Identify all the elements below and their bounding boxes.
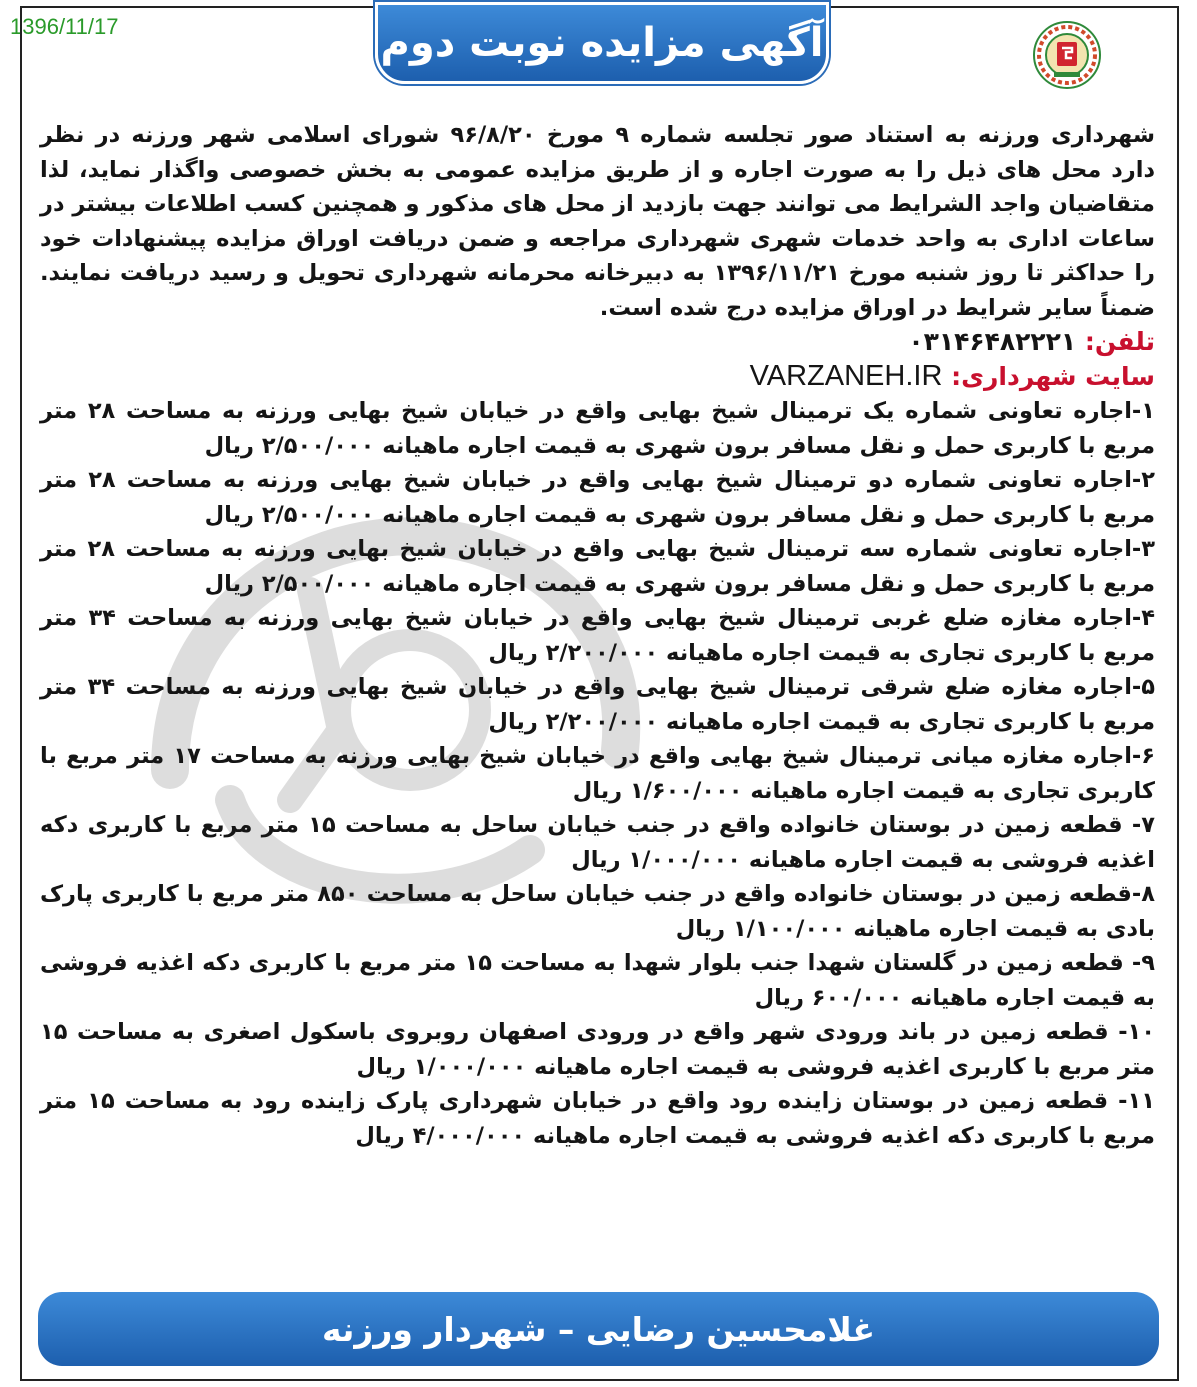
auction-item: ۵-اجاره مغازه ضلع شرقی ترمینال شیخ بهایی واقع در خیابان شیخ بهایی ورزنه به مساحت ۳۴ متر مربع با کاربری تجاری به قیمت اجاره ماهیانه ۲/۲۰۰/۰۰۰ ریال — [40, 674, 1155, 735]
phone-line — [40, 325, 1155, 359]
auction-item: ۷- قطعه زمین در بوستان خانواده واقع در جنب خیابان ساحل به مساحت ۱۵ متر مربع با کاربری دکه اغذیه فروشی به قیمت اجاره ماهیانه ۱/۰۰۰/۰۰۰ ریال — [40, 812, 1155, 873]
notice-body — [40, 118, 1155, 1153]
date-stamp: 1396/11/17 — [10, 14, 119, 39]
auction-item: ۳-اجاره تعاونی شماره سه ترمینال شیخ بهایی واقع در خیابان شیخ بهایی ورزنه به مساحت ۲۸ متر مربع با کاربری حمل و نقل مسافر برون شهری به قیمت اجاره ماهیانه ۲/۵۰۰/۰۰۰ ریال — [40, 536, 1155, 597]
intro-paragraph: شهرداری ورزنه به استناد صور تجلسه شماره ۹ مورخ ۹۶/۸/۲۰ شورای اسلامی شهر ورزنه در نظر دارد محل های ذیل را به صورت اجاره و از طریق مزایده عمومی به بخش خصوصی واگذار نماید، لذا متقاضیان واجد الشرایط می توانند جهت بازدید از محل های مذکور و همچنین کسب اطلاعات بیشتر در ساعات اداری به واحد خدمات شهری شهرداری مراجعه و ضمن دریافت اوراق مزایده پیشنهادات خود را حداکثر تا روز شنبه مورخ ۱۳۹۶/۱۱/۲۱ به دبیرخانه محرمانه شهرداری تحویل و رسید دریافت نمایند. ضمناً سایر شرایط در اوراق مزایده درج شده است. — [40, 122, 1155, 321]
auction-item: ۱-اجاره تعاونی شماره یک ترمینال شیخ بهایی واقع در خیابان شیخ بهایی ورزنه به مساحت ۲۸ متر مربع با کاربری حمل و نقل مسافر برون شهری به قیمت اجاره ماهیانه ۲/۵۰۰/۰۰۰ ریال — [40, 398, 1155, 459]
phone-number: ۰۳۱۴۶۴۸۲۲۲۱ — [908, 327, 1077, 356]
phone-label: تلفن: — [1084, 327, 1155, 356]
auction-item: ۶-اجاره مغازه میانی ترمینال شیخ بهایی واقع در خیابان شیخ بهایی ورزنه به مساحت ۱۷ متر مربع با کاربری تجاری به قیمت اجاره ماهیانه ۱/۶۰۰/۰۰۰ ریال — [40, 743, 1155, 804]
auction-item: ۸-قطعه زمین در بوستان خانواده واقع در جنب خیابان ساحل به مساحت ۸۵۰ متر مربع با کاربری پارک بادی به قیمت اجاره ماهیانه ۱/۱۰۰/۰۰۰ ریال — [40, 881, 1155, 942]
notice-title: آگهی مزایده نوبت دوم — [380, 20, 824, 66]
signature-banner — [38, 1292, 1159, 1366]
auction-item: ۱۱- قطعه زمین در بوستان زاینده رود واقع در خیابان شهرداری پارک زاینده رود به مساحت ۱۵ متر مربع با کاربری دکه اغذیه فروشی به قیمت اجاره ماهیانه ۴/۰۰۰/۰۰۰ ریال — [40, 1088, 1155, 1149]
website-label: سایت شهرداری: — [951, 362, 1155, 391]
website-url: VARZANEH.IR — [749, 360, 943, 392]
municipality-emblem-icon — [1032, 20, 1102, 90]
signature-text: غلامحسین رضایی – شهردار ورزنه — [322, 1309, 875, 1349]
website-line — [40, 359, 1155, 394]
auction-item: ۲-اجاره تعاونی شماره دو ترمینال شیخ بهایی واقع در خیابان شیخ بهایی ورزنه به مساحت ۲۸ متر مربع با کاربری حمل و نقل مسافر برون شهری به قیمت اجاره ماهیانه ۲/۵۰۰/۰۰۰ ریال — [40, 467, 1155, 528]
auction-item: ۹- قطعه زمین در گلستان شهدا جنب بلوار شهدا به مساحت ۱۵ متر مربع با کاربری دکه اغذیه فروشی به قیمت اجاره ماهیانه ۶۰۰/۰۰۰ ریال — [40, 950, 1155, 1011]
auction-item: ۱۰- قطعه زمین در باند ورودی شهر واقع در ورودی اصفهان روبروی باسکول اصغری به مساحت ۱۵ متر مربع با کاربری اغذیه فروشی به قیمت اجاره ماهیانه ۱/۰۰۰/۰۰۰ ریال — [40, 1019, 1155, 1080]
auction-items-list — [40, 394, 1155, 1153]
auction-item: ۴-اجاره مغازه ضلع غربی ترمینال شیخ بهایی واقع در خیابان شیخ بهایی ورزنه به مساحت ۳۴ متر مربع با کاربری تجاری به قیمت اجاره ماهیانه ۲/۲۰۰/۰۰۰ ریال — [40, 605, 1155, 666]
title-banner — [375, 2, 829, 84]
